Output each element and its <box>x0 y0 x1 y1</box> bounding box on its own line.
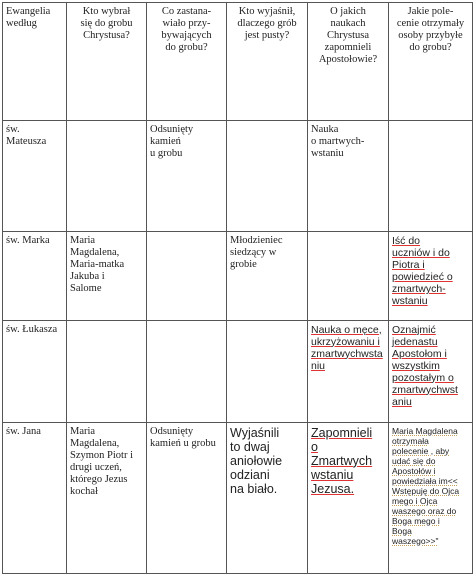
cell-gospel-text: św. Jana <box>6 425 41 437</box>
cell-gospel-text: św. Łukasza <box>6 323 58 335</box>
cell-explained <box>227 232 308 320</box>
table-row <box>3 232 473 320</box>
cell-puzzled <box>147 121 227 232</box>
cell-forgot <box>308 320 389 422</box>
table-row <box>3 121 473 232</box>
cell-puzzled-text: Odsunięty kamień u grobu <box>150 425 216 449</box>
cell-explained <box>227 320 308 422</box>
header-gospel-text: Ewangelia według <box>6 6 51 29</box>
cell-forgot-text: Zapomnieli o Zmartwych wstaniu Jezusa. <box>311 425 373 496</box>
cell-explained-text: Młodzieniec siedzący w grobie <box>230 235 283 271</box>
cell-puzzled <box>147 232 227 320</box>
cell-command-text: Oznajmić jedenastu Apostołom i wszystkim pozostałym o zmartwychwst aniu <box>392 323 458 408</box>
header-gospel <box>3 3 67 121</box>
cell-command <box>389 422 473 573</box>
header-command <box>389 3 473 121</box>
cell-puzzled <box>147 422 227 573</box>
header-explained <box>227 3 308 121</box>
cell-who-text: Maria Magdalena, Maria-matka Jakuba i Salome <box>70 235 125 295</box>
cell-command-text: Iść do uczniów i do Piotra i powiedzieć o zmartwych- wstaniu <box>392 235 453 308</box>
cell-forgot <box>308 422 389 573</box>
cell-who-text: Maria Magdalena, Szymon Piotr i drugi uczeń, którego Jezus kochał <box>70 425 134 497</box>
cell-forgot <box>308 232 389 320</box>
cell-explained <box>227 121 308 232</box>
cell-command <box>389 320 473 422</box>
header-command-text: Jakie pole- cenie otrzymały osoby przybyłe do grobu? <box>396 6 465 53</box>
cell-who <box>67 422 147 573</box>
header-puzzled-text: Co zastana- wiało przy- bywających do grobu? <box>161 6 212 53</box>
header-explained-text: Kto wyjaśnił, dlaczego grób jest pusty? <box>237 6 297 41</box>
cell-puzzled-text: Odsunięty kamień u grobu <box>150 124 194 160</box>
cell-explained-text: Wyjaśnili to dwaj aniołowie odziani na biało. <box>230 425 283 496</box>
cell-gospel <box>3 422 67 573</box>
cell-command <box>389 232 473 320</box>
cell-explained <box>227 422 308 573</box>
header-who <box>67 3 147 121</box>
cell-command-text: Maria Magdalena otrzymała polecenie , aby udać się do Apostołów i powiedziała im<< Wstępuję do Ojca mego i Ojca waszego oraz do Boga mego i Boga waszego>>" <box>392 425 460 546</box>
gospel-table <box>2 2 473 574</box>
cell-puzzled <box>147 320 227 422</box>
cell-forgot <box>308 121 389 232</box>
cell-gospel-text: św. Mateusza <box>6 124 47 148</box>
header-forgot <box>308 3 389 121</box>
table-row <box>3 422 473 573</box>
table-row <box>3 320 473 422</box>
cell-who <box>67 320 147 422</box>
header-puzzled <box>147 3 227 121</box>
cell-who <box>67 121 147 232</box>
cell-who <box>67 232 147 320</box>
header-forgot-text: O jakich naukach Chrystusa zapomnieli Apostołowie? <box>318 6 378 65</box>
cell-command <box>389 121 473 232</box>
cell-gospel <box>3 320 67 422</box>
cell-forgot-text: Nauka o martwych- wstaniu <box>311 124 365 160</box>
cell-gospel-text: św. Marka <box>6 235 50 247</box>
header-who-text: Kto wybrał się do grobu Chrystusa? <box>80 6 133 41</box>
cell-forgot-text: Nauka o męce, ukrzyżowaniu i zmartwychwsta niu <box>311 323 383 372</box>
cell-gospel <box>3 232 67 320</box>
cell-gospel <box>3 121 67 232</box>
header-row <box>3 3 473 121</box>
